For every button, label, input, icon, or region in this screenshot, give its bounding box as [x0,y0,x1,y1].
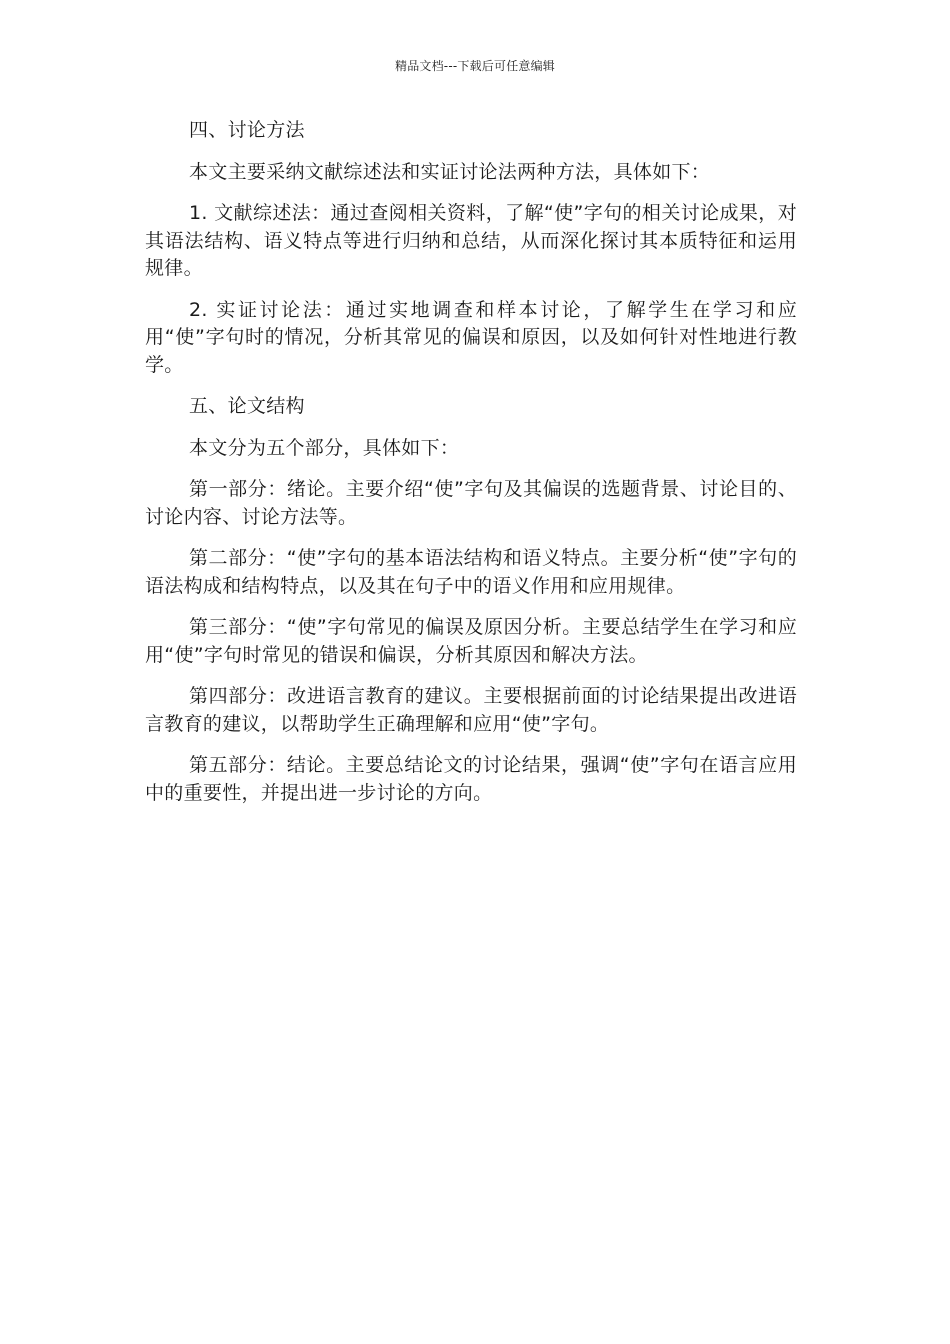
method-empirical-study: 2. 实证讨论法：通过实地调查和样本讨论，了解学生在学习和应用“使”字句时的情况，分析其常见的偏误和原因，以及如何针对性地进行教学。 [145,298,797,376]
page-header: 精品文档---下载后可任意编辑 [395,59,555,73]
methods-intro: 本文主要采纳文献综述法和实证讨论法两种方法，具体如下： [189,160,711,183]
section-heading-methods: 四、讨论方法 [189,119,305,141]
structure-part-4: 第四部分：改进语言教育的建议。主要根据前面的讨论结果提出改进语言教育的建议，以帮助学生正确理解和应用“使”字句。 [145,685,797,735]
structure-part-3: 第三部分：“使”字句常见的偏误及原因分析。主要总结学生在学习和应用“使”字句时常见的错误和偏误，分析其原因和解决方法。 [145,616,797,666]
structure-part-2: 第二部分：“使”字句的基本语法结构和语义特点。主要分析“使”字句的语法构成和结构特点，以及其在句子中的语义作用和应用规律。 [145,547,797,597]
structure-part-1: 第一部分：绪论。主要介绍“使”字句及其偏误的选题背景、讨论目的、讨论内容、讨论方法等。 [145,478,797,528]
structure-part-5: 第五部分：结论。主要总结论文的讨论结果，强调“使”字句在语言应用中的重要性，并提出进一步讨论的方向。 [145,754,797,804]
structure-intro: 本文分为五个部分，具体如下： [189,436,460,459]
method-literature-review: 1. 文献综述法：通过查阅相关资料，了解“使”字句的相关讨论成果，对其语法结构、语义特点等进行归纳和总结，从而深化探讨其本质特征和运用规律。 [145,202,797,279]
document-body [145,117,797,821]
section-heading-structure: 五、论文结构 [189,395,305,417]
